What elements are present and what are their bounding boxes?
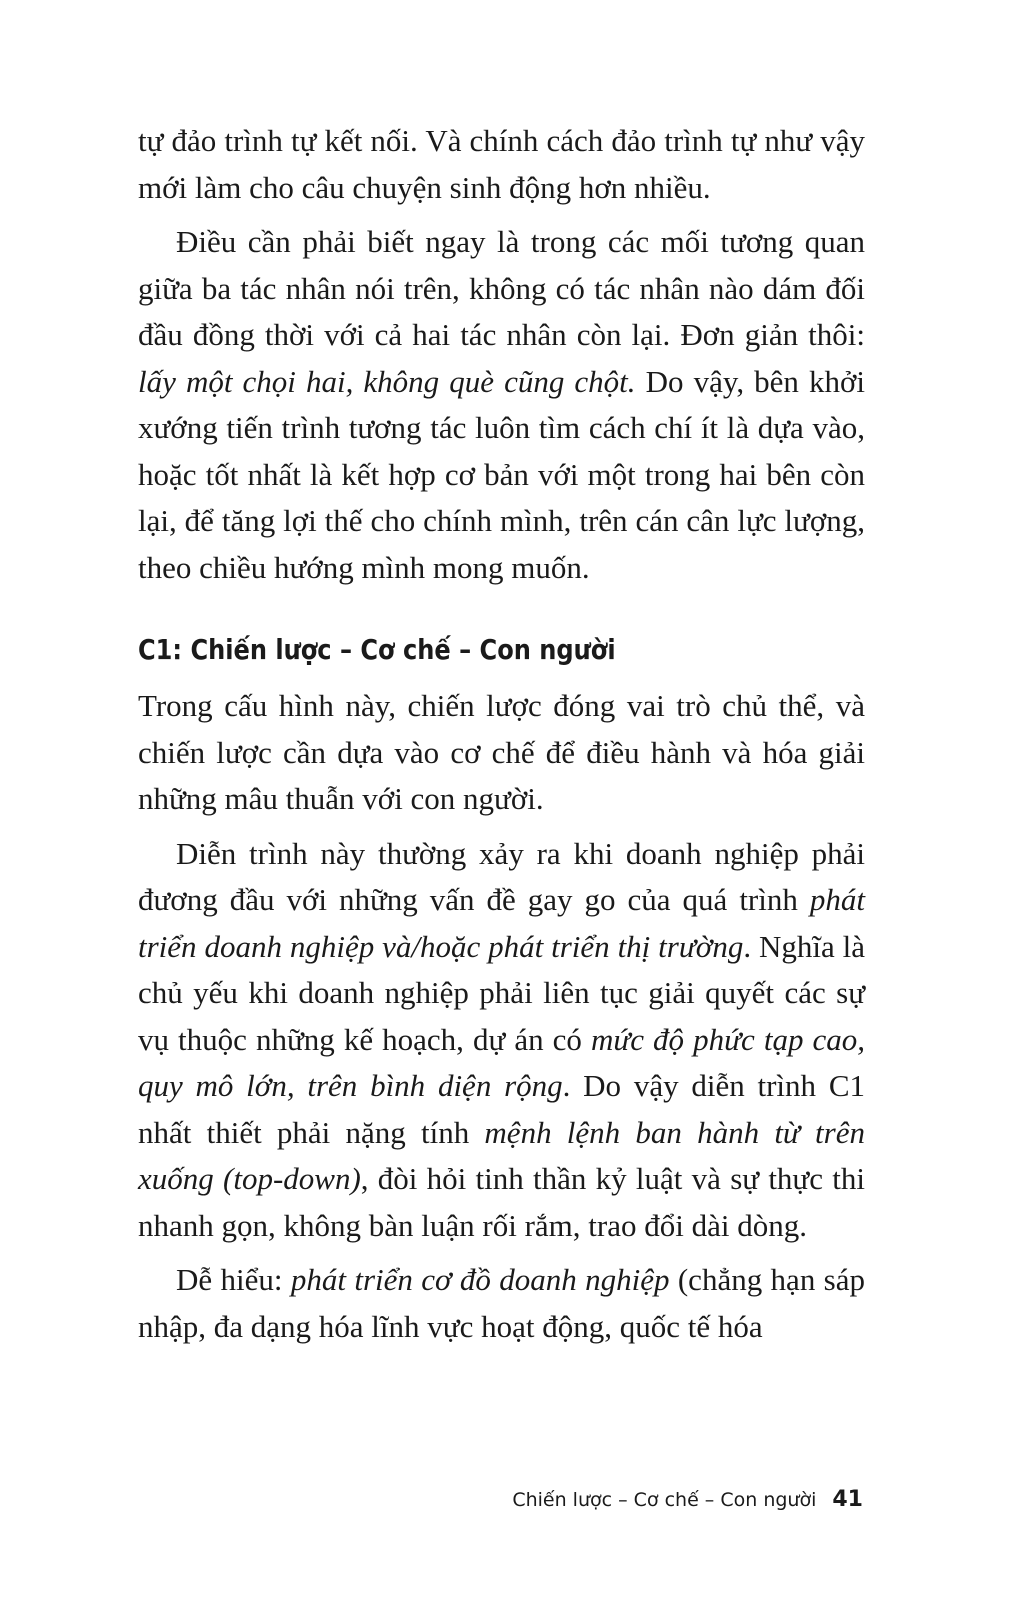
paragraph-3-text: Trong cấu hình này, chiến lược đóng vai trò chủ thể, và chiến lược cần dựa vào cơ chế để điều hành và hóa giải những mâu thuẫn với con người. [138,688,865,816]
paragraph-3 [138,683,865,823]
paragraph-4-text-c: . Do vậy diễn trình C1 nhất thiết phải nặng tính [138,1068,865,1150]
paragraph-2-italic-proverb: lấy một chọi hai, không què cũng chột. [138,363,636,399]
paragraph-4-italic-b: mức độ phức tạp cao, quy mô lớn, trên bình diện rộng [138,1021,866,1103]
paragraph-2 [138,219,865,591]
paragraph-1 [138,118,865,211]
paragraph-4-text-a: Diễn trình này thường xảy ra khi doanh nghiệp phải đương đầu với những vấn đề gay go của quá trình [138,835,865,917]
paragraph-2-text-b: Do vậy, bên khởi xướng tiến trình tương tác luôn tìm cách chí ít là dựa vào, hoặc tốt nhất là kết hợp cơ bản với một trong hai bên còn lại, để tăng lợi thế cho chính mình, trên cán cân lực lượng, theo chiều hướng mình mong muốn. [138,363,865,585]
paragraph-4-italic-c: mệnh lệnh ban hành từ trên xuống (top-down) [138,1114,865,1196]
section-heading: C1: Chiến lược – Cơ chế – Con người [138,633,616,666]
paragraph-4-text-b: . Nghĩa là chủ yếu khi doanh nghiệp phải liên tục giải quyết các sự vụ thuộc những kế hoạch, dự án có [138,928,865,1057]
paragraph-4 [138,831,865,1250]
paragraph-1-text: tự đảo trình tự kết nối. Và chính cách đảo trình tự như vậy mới làm cho câu chuyện sinh động hơn nhiều. [138,123,865,205]
paragraph-5-text-b: (chẳng hạn sáp nhập, đa dạng hóa lĩnh vực hoạt động, quốc tế hóa [138,1262,865,1344]
paragraph-2-text-a: Điều cần phải biết ngay là trong các mối tương quan giữa ba tác nhân nói trên, không có tác nhân nào dám đối đầu đồng thời với cả hai tác nhân còn lại. Đơn giản thôi: [138,224,865,352]
running-title: Chiến lược – Cơ chế – Con người [512,1489,817,1511]
paragraph-5-text-a: Dễ hiểu: [176,1262,291,1297]
paragraph-5-italic-a: phát triển cơ đồ doanh nghiệp [290,1262,670,1297]
paragraph-5 [138,1257,865,1350]
page-number: 41 [832,1487,863,1512]
page-footer [0,1487,863,1513]
page-body [138,118,865,1358]
paragraph-4-text-d: , đòi hỏi tinh thần kỷ luật và sự thực thi nhanh gọn, không bàn luận rối rắm, trao đổi dài dòng. [138,1161,865,1243]
paragraph-4-italic-a: phát triển doanh nghiệp và/hoặc phát triển thị trường [138,882,865,964]
